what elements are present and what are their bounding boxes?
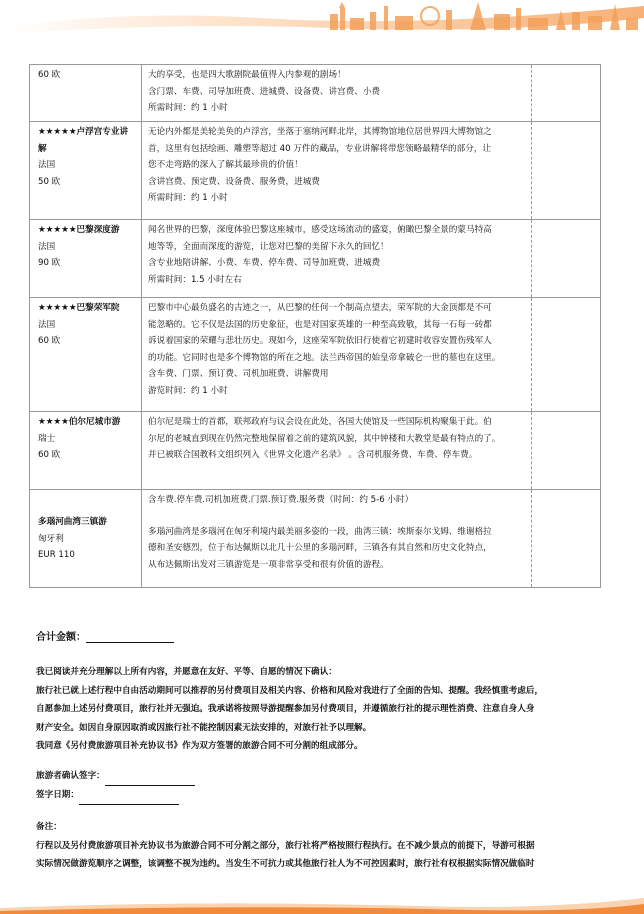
tour-price: EUR 110 — [38, 550, 75, 560]
confirm-line: 自愿参加上述另付费项目，旅行社并无强迫。我承诺将按照导游提醒参加另付费项目，并遵循旅行社的提示理性消费、注意自身人身 — [36, 704, 535, 714]
blank-cell — [532, 412, 601, 490]
blank-cell — [532, 220, 601, 298]
desc-line: 能忽略的。它不仅是法国的历史象征，也是对国家英雄的一种至高致敬，其每一石每一砖都 — [148, 319, 492, 330]
tour-info-cell — [30, 65, 142, 122]
optional-tours-table — [29, 64, 601, 588]
table-row — [30, 65, 601, 122]
table-row — [30, 298, 601, 412]
tour-price: 60 欧 — [38, 70, 61, 80]
desc-line: 德和圣安德烈，位于布达佩斯以北几十公里的多瑙河畔，三镇各有其自然和历史文化特点， — [148, 543, 492, 553]
confirm-line: 财产安全。如因自身原因取消或因旅行社不能控制因素无法安排的，对旅行社予以理解。 — [36, 722, 372, 733]
desc-line: 游览时间：约 1 小时 — [148, 385, 228, 396]
tour-country: 匈牙利 — [38, 533, 64, 544]
desc-line: 首，这里有包括绘画、雕塑等超过 40 万件的藏品，专业讲解将带您领略最精华的部分，让 — [148, 143, 491, 154]
desc-line: 所需时间：1.5 小时左右 — [148, 274, 242, 285]
footer-wave-decoration — [0, 896, 644, 914]
tour-price: 60 欧 — [38, 450, 61, 460]
desc-line: 多瑙河曲湾是多瑙河在匈牙利境内最美丽多姿的一段，曲湾三镇：埃斯泰尔戈姆、维谢格拉 — [148, 526, 492, 537]
header-banner — [0, 0, 644, 40]
table-row — [30, 220, 601, 298]
total-amount — [36, 628, 174, 643]
desc-line: 地等等，全面而深度的游览，让您对巴黎的美留下永久的回忆！ — [148, 241, 389, 252]
signature-block — [36, 767, 195, 805]
tour-name: ★★★★★卢浮宫专业讲解 — [38, 127, 129, 154]
tour-name: 多瑙河曲湾三镇游 — [38, 517, 107, 527]
tour-description-cell — [142, 220, 532, 298]
desc-line: 所需时间：约 1 小时 — [148, 103, 228, 113]
blank-cell — [532, 490, 601, 588]
tour-description-cell — [142, 412, 532, 490]
tour-info-cell — [30, 412, 142, 490]
tour-country: 法国 — [38, 319, 56, 330]
desc-spacer — [148, 509, 525, 524]
notes-title: 备注： — [36, 822, 62, 832]
desc-line: 含门票、车费、司导加班费、进城费、设备费、讲宫费、小费 — [148, 86, 381, 97]
tour-price: 50 欧 — [38, 176, 61, 187]
desc-line: 伯尔尼是瑞士的首都，联邦政府与议会设在此处，各国大使馆及一些国际机构聚集于此。伯 — [148, 417, 492, 427]
tour-description-cell — [142, 298, 532, 412]
blank-cell — [532, 298, 601, 412]
table-row — [30, 412, 601, 490]
tour-info-cell — [30, 490, 142, 588]
tour-country: 瑞士 — [38, 433, 56, 444]
notes-line: 行程以及另付费旅游项目补充协议书为旅游合同不可分割之部分，旅行社将严格按照行程执行。在不减少景点的前提下，导游可根据 — [36, 840, 535, 851]
confirm-line: 旅行社已就上述行程中自由活动期间可以推荐的另付费项目及相关内容、价格和风险对我进行了全面的告知、提醒。我经慎重考虑后， — [36, 685, 544, 696]
confirm-line: 我已阅读并充分理解以上所有内容，并愿意在友好、平等、自愿的情况下确认： — [36, 667, 337, 677]
tour-description-cell — [142, 122, 532, 220]
signature-row — [36, 767, 195, 786]
total-label: 合计金额： — [36, 632, 86, 643]
date-row — [36, 786, 195, 805]
desc-line: 含专业地陪讲解、小费、车费、停车费、司导加班费、进城费 — [148, 258, 381, 268]
desc-line: 含车费.停车费.司机加班费.门票.预订费.服务费（时间：约 5-6 小时） — [148, 495, 414, 505]
notes-section — [36, 818, 608, 874]
footer-band — [0, 896, 644, 914]
table-row — [30, 490, 601, 588]
tour-description-cell — [142, 65, 532, 122]
confirm-line: 我同意《另付费旅游项目补充协议书》作为双方签署的旅游合同不可分割的组成部分。 — [36, 741, 363, 751]
confirmation-statement — [36, 663, 608, 756]
desc-line: 从布达佩斯出发对三镇游览是一项非常享受和很有价值的游程。 — [148, 559, 389, 570]
tour-info-cell — [30, 220, 142, 298]
desc-line: 含讲宫费、预定费、设备费、服务费，进城费 — [148, 176, 320, 187]
skyline-decoration — [0, 0, 644, 40]
tour-description-cell — [142, 490, 532, 588]
desc-line: 您不走弯路的深入了解其最珍贵的价值！ — [148, 160, 303, 170]
desc-line: 尔尼的老城直到现在仍然完整地保留着之前的建筑风貌，其中钟楼和大教堂是最有特点的了。 — [148, 433, 501, 444]
desc-line: 大的享受，也是四大歌剧院最值得入内参观的剧场！ — [148, 70, 346, 80]
table-row — [30, 122, 601, 220]
desc-line: 并已被联合国教科文组织列入《世界文化遗产名录》 。含司机服务费、车费、停车费。 — [148, 450, 478, 460]
tour-name: ★★★★★巴黎深度游 — [38, 225, 120, 235]
tour-info-cell — [30, 122, 142, 220]
notes-line: 实际情况做游览顺序之调整，该调整不视为违约。当发生不可抗力或其他旅行社人为不可控因素时，旅行社有权根据实际情况做临时 — [36, 859, 535, 869]
blank-cell — [532, 65, 601, 122]
date-field[interactable] — [79, 794, 179, 805]
desc-line: 的功能。它同时也是多个博物馆的所在之地。法兰西帝国的始皇帝拿破仑一世的墓也在这里。 — [148, 352, 501, 363]
desc-line: 闻名世界的巴黎，深度体验巴黎这座城市，感受这场流动的盛宴，俯瞰巴黎全景的蒙马特高 — [148, 225, 492, 235]
tour-price: 60 欧 — [38, 336, 61, 346]
desc-line: 诉说着国家的荣耀与悲壮历史。现如今，这座荣军院依旧行使着它初建时收容安置伤残军人 — [148, 336, 492, 346]
desc-line: 巴黎市中心最负盛名的古迹之一，从巴黎的任何一个制高点望去，荣军院的大金顶都是不可 — [148, 303, 492, 313]
blank-cell — [532, 122, 601, 220]
date-label: 签字日期： — [36, 790, 79, 800]
tour-price: 90 欧 — [38, 258, 61, 268]
signature-label: 旅游者确认签字： — [36, 771, 105, 781]
signature-field[interactable] — [105, 775, 195, 786]
desc-line: 无论内外都是美轮美奂的卢浮宫，坐落于塞纳河畔北岸，其博物馆地位居世界四大博物馆之 — [148, 127, 492, 137]
total-amount-blank[interactable] — [86, 631, 174, 643]
desc-line: 所需时间：约 1 小时 — [148, 193, 228, 203]
tour-name: ★★★★伯尔尼城市游 — [38, 417, 121, 427]
tour-country: 法国 — [38, 160, 56, 170]
tour-name: ★★★★★巴黎荣军院 — [38, 303, 120, 313]
desc-line: 含车费、门票、预订费、司机加班费、讲解费用 — [148, 369, 329, 379]
tour-info-cell — [30, 298, 142, 412]
tour-country: 法国 — [38, 241, 56, 252]
